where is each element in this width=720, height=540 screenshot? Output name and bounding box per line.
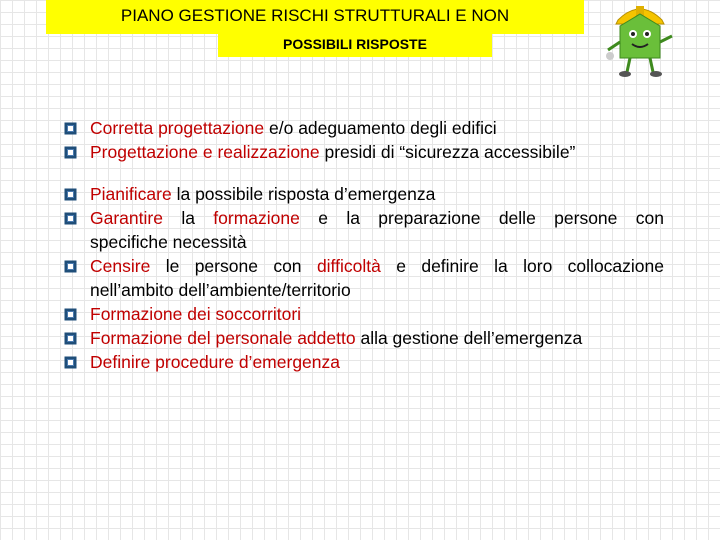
bullet-group-1 (64, 116, 664, 164)
item-highlight: Censire (90, 256, 151, 276)
item-highlight: Formazione del personale addetto (90, 328, 356, 348)
checkbox-square-icon (64, 332, 77, 345)
checkbox-square-icon (64, 356, 77, 369)
list-item (64, 302, 664, 326)
item-highlight: Progettazione e realizzazione (90, 142, 320, 162)
checkbox-square-icon (64, 146, 77, 159)
checkbox-square-icon (64, 212, 77, 225)
list-item (64, 116, 664, 140)
list-item (64, 254, 664, 302)
item-text: alla gestione dell’emergenza (355, 328, 583, 348)
checkbox-square-icon (64, 308, 77, 321)
checkbox-square-icon (64, 188, 77, 201)
item-text: la (162, 208, 214, 228)
item-highlight: formazione (213, 208, 300, 228)
item-highlight: Formazione dei soccorritori (90, 304, 302, 324)
list-item (64, 140, 664, 164)
item-text: la possibile risposta d’emergenza (171, 184, 436, 204)
bullet-group-2 (64, 182, 664, 374)
list-item (64, 182, 664, 206)
item-highlight: Definire procedure d’emergenza (90, 352, 340, 372)
list-item (64, 350, 664, 374)
item-text: presidi di “sicurezza accessibile” (319, 142, 576, 162)
item-continuation: specifiche necessità (90, 232, 247, 252)
content-list (64, 116, 664, 374)
checkbox-square-icon (64, 122, 77, 135)
item-text: e/o adeguamento degli edifici (264, 118, 497, 138)
list-item (64, 206, 664, 254)
item-highlight: difficoltà (316, 256, 381, 276)
item-text: le persone con (150, 256, 317, 276)
item-highlight: Garantire (90, 208, 163, 228)
page-title: PIANO GESTIONE RISCHI STRUTTURALI E NON (120, 6, 510, 25)
hard-hat-house-mascot-icon (600, 0, 680, 82)
item-continuation: nell’ambito dell’ambiente/territorio (90, 280, 351, 300)
checkbox-square-icon (64, 260, 77, 273)
item-highlight: Corretta progettazione (90, 118, 265, 138)
item-text: e definire la loro collocazione (380, 256, 664, 276)
list-item (64, 326, 664, 350)
item-text: e la preparazione delle persone con (299, 208, 664, 228)
item-highlight: Pianificare (90, 184, 172, 204)
subtitle-banner (218, 28, 492, 57)
page-subtitle: POSSIBILI RISPOSTE (283, 36, 427, 52)
